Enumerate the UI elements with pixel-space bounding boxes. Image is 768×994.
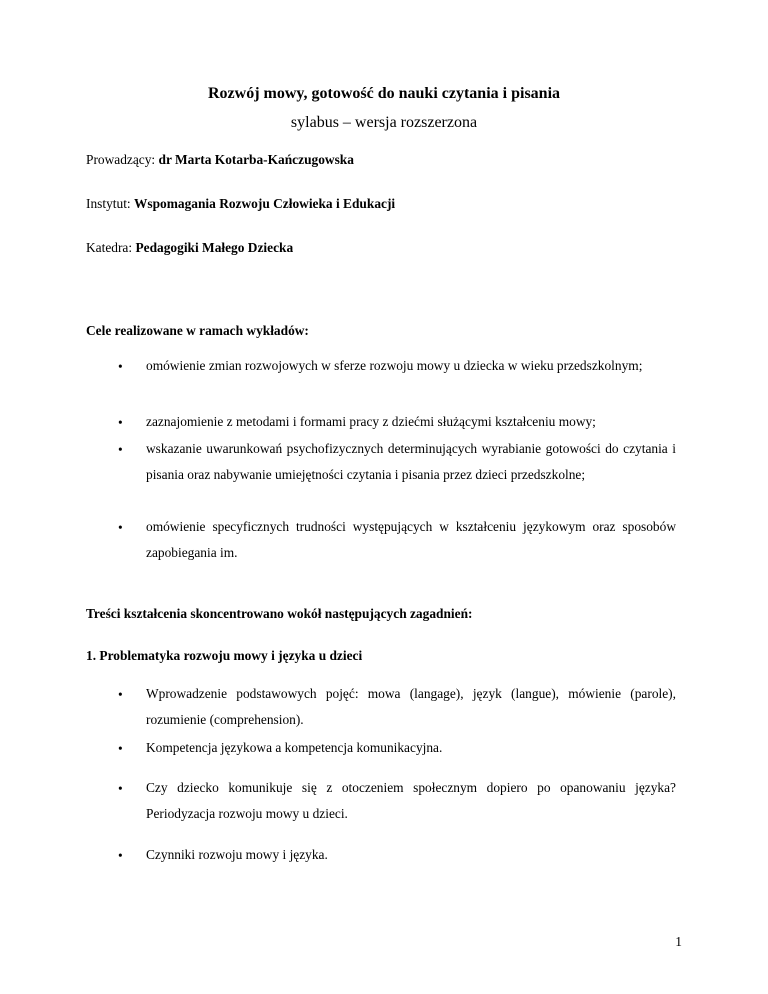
topic-item: Kompetencja językowa a kompetencja komunikacyjna. bbox=[146, 740, 443, 755]
instructor-value: dr Marta Kotarba-Kańczugowska bbox=[158, 152, 354, 167]
institute-line bbox=[86, 196, 395, 212]
topic-item: Czy dziecko komunikuje się z otoczeniem społecznym dopiero po opanowaniu języka? Periodyzacja rozwoju mowy u dzieci. bbox=[146, 780, 676, 821]
instructor-line bbox=[86, 152, 354, 168]
goal-item: zaznajomienie z metodami i formami pracy z dziećmi służącymi kształceniu mowy; bbox=[146, 414, 596, 429]
institute-label: Instytut: bbox=[86, 196, 131, 211]
bullet-icon: • bbox=[118, 741, 123, 756]
topic-item: Wprowadzenie podstawowych pojęć: mowa (langage), język (langue), mówienie (parole), rozumienie (comprehension). bbox=[146, 686, 676, 727]
bullet-icon: • bbox=[118, 415, 123, 430]
content-heading: Treści kształcenia skoncentrowano wokół następujących zagadnień: bbox=[86, 606, 473, 621]
topic-item: Czynniki rozwoju mowy i języka. bbox=[146, 847, 328, 862]
goals-heading: Cele realizowane w ramach wykładów: bbox=[86, 323, 309, 338]
department-line bbox=[86, 240, 293, 256]
department-label: Katedra: bbox=[86, 240, 133, 255]
department-value: Pedagogiki Małego Dziecka bbox=[135, 240, 294, 255]
institute-value: Wspomagania Rozwoju Człowieka i Edukacji bbox=[134, 196, 396, 211]
section1-heading: 1. Problematyka rozwoju mowy i języka u dzieci bbox=[86, 648, 363, 663]
goal-item: omówienie specyficznych trudności występujących w kształceniu językowym oraz sposobów zapobiegania im. bbox=[146, 519, 676, 560]
bullet-icon: • bbox=[118, 520, 123, 535]
bullet-icon: • bbox=[118, 687, 123, 702]
bullet-icon: • bbox=[118, 781, 123, 796]
bullet-icon: • bbox=[118, 442, 123, 457]
goal-item: omówienie zmian rozwojowych w sferze rozwoju mowy u dziecka w wieku przedszkolnym; bbox=[146, 358, 643, 373]
page-number: 1 bbox=[675, 934, 682, 949]
instructor-label: Prowadzący: bbox=[86, 152, 156, 167]
bullet-icon: • bbox=[118, 848, 123, 863]
goal-item: wskazanie uwarunkowań psychofizycznych determinujących wyrabianie gotowości do czytania i pisania oraz nabywanie umiejętności czytania i pisania przez dzieci przedszkolne; bbox=[146, 441, 676, 482]
document-title: Rozwój mowy, gotowość do nauki czytania i pisania bbox=[207, 85, 561, 102]
document-subtitle: sylabus – wersja rozszerzona bbox=[290, 114, 478, 131]
bullet-icon: • bbox=[118, 359, 123, 374]
